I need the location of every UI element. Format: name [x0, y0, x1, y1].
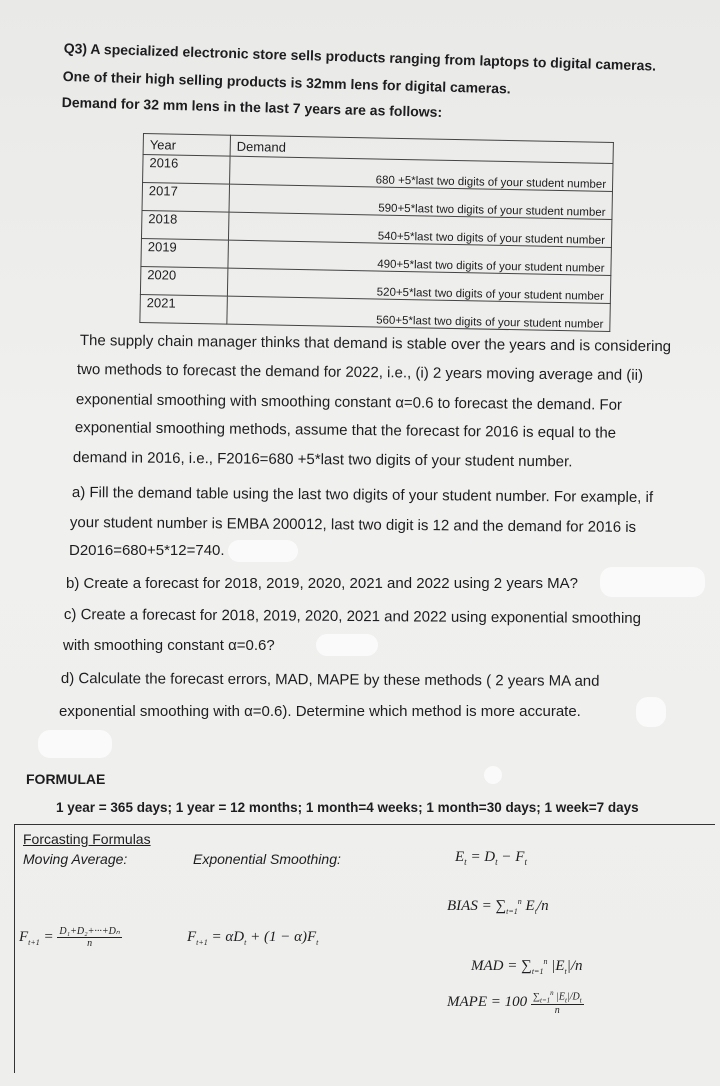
part-b: b) Create a forecast for 2018, 2019, 2020, 2021 and 2022 using 2 years MA? [66, 575, 579, 592]
part-a-line-2: your student number is EMBA 200012, last two digit is 12 and the demand for 2016 is [69, 514, 637, 536]
part-d-line-1: d) Calculate the forecast errors, MAD, MAPE by these methods ( 2 years MA and [60, 670, 600, 690]
demand-cell: 540+5*last two digits of your student number [228, 212, 611, 247]
year-cell: 2020 [140, 266, 228, 296]
part-a-line-1: a) Fill the demand table using the last two digits of your student number. For example, if [71, 484, 654, 507]
year-cell: 2018 [141, 210, 229, 240]
paragraph-line-1: The supply chain manager thinks that demand is stable over the years and is considering [79, 332, 672, 356]
year-cell: 2016 [143, 155, 231, 185]
formula-box-title: Forcasting Formulas [23, 831, 151, 847]
part-c-line-2: with smoothing constant α=0.6? [63, 637, 275, 654]
formula-box [14, 824, 715, 1073]
paragraph-line-3: exponential smoothing with smoothing constant α=0.6 to forecast the demand. For [75, 391, 623, 414]
question-line-2: One of their high selling products is 32mm lens for digital cameras. [62, 68, 511, 97]
redaction-blob [600, 567, 705, 597]
question-line-1: Q3) A specialized electronic store sells products ranging from laptops to digital cameras. [63, 40, 657, 74]
demand-cell: 490+5*last two digits of your student number [228, 240, 611, 275]
paragraph-line-2: two methods to forecast the demand for 2022, i.e., (i) 2 years moving average and (ii) [76, 361, 644, 384]
year-cell: 2019 [141, 238, 229, 268]
demand-column-header: Demand [230, 135, 613, 163]
mad-formula: MAD = $\sum_{t=1}^n$ $|E_t|/n$ [471, 957, 583, 976]
error-formula: $E_t = D_t - F_t$ [455, 849, 527, 867]
part-d-line-2: exponential smoothing with α=0.6). Determine which method is more accurate. [59, 703, 581, 720]
bias-formula: BIAS = $\sum_{t=1}^n$ $E_t/n$ [447, 897, 549, 916]
redaction-blob [484, 766, 502, 784]
redaction-blob [316, 634, 378, 656]
exponential-smoothing-label: Exponential Smoothing: [193, 851, 341, 867]
redaction-blob [228, 540, 298, 562]
moving-average-fraction: $\frac{\text{D₁+D₂+···+Dₙ}}{n}$ [59, 926, 120, 949]
paragraph-line-4: exponential smoothing methods, assume that the forecast for 2016 is equal to the [74, 419, 617, 442]
demand-table [139, 133, 614, 332]
mape-formula: MAPE = 100 $\frac{\sum_{t=1}^n |E_t|/D_t}{n}$ [447, 989, 582, 1017]
moving-average-formula: $F_{t+1}$ = $\frac{\text{D₁+D₂+···+Dₙ}}{n}$ [19, 926, 120, 949]
redaction-blob [636, 697, 666, 727]
exponential-smoothing-formula: $F_{t+1} = \alpha D_t + (1 - \alpha)F_t$ [187, 929, 319, 947]
question-title [64, 40, 657, 74]
demand-cell: 520+5*last two digits of your student number [227, 268, 610, 303]
question-line-3: Demand for 32 mm lens in the last 7 years are as follows: [61, 94, 443, 120]
demand-cell: 560+5*last two digits of your student number [227, 296, 610, 331]
moving-average-label: Moving Average: [23, 851, 128, 867]
paragraph-line-5: demand in 2016, i.e., F2016=680 +5*last two digits of your student number. [72, 449, 573, 471]
year-cell: 2017 [142, 183, 230, 213]
year-column-header: Year [143, 134, 230, 157]
redaction-blob [38, 730, 112, 758]
part-a-line-3: D2016=680+5*12=740. [69, 542, 225, 559]
demand-cell: 590+5*last two digits of your student number [229, 184, 612, 219]
year-cell: 2021 [140, 294, 228, 324]
demand-cell: 680 +5*last two digits of your student number [230, 156, 613, 191]
units-line: 1 year = 365 days; 1 year = 12 months; 1 month=4 weeks; 1 month=30 days; 1 week=7 days [56, 800, 639, 815]
formulae-heading: FORMULAE [26, 771, 106, 787]
part-c-line-1: c) Create a forecast for 2018, 2019, 2020, 2021 and 2022 using exponential smoothing [63, 606, 642, 628]
mape-fraction: $\frac{\sum_{t=1}^n |E_t|/D_t}{n}$ [532, 989, 582, 1017]
